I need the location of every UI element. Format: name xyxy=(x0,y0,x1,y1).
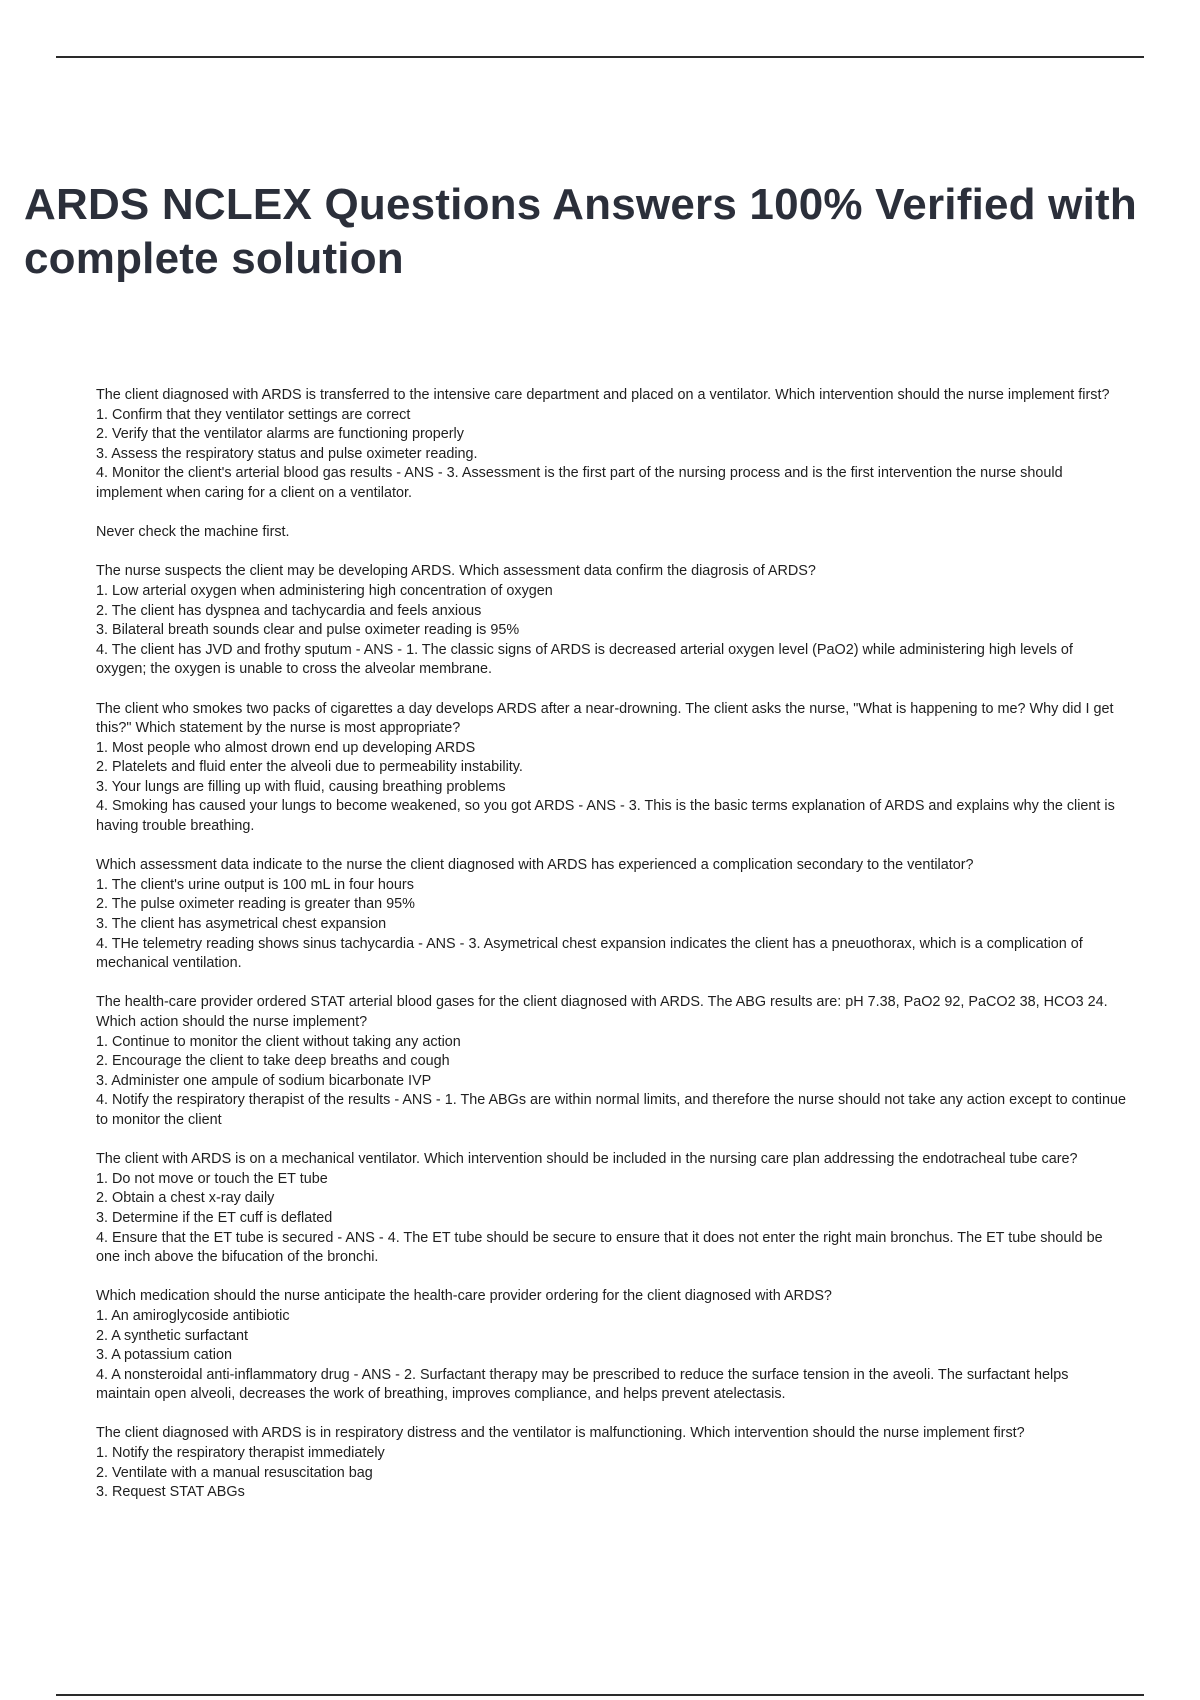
answer-option: 1. The client's urine output is 100 mL in four hours xyxy=(96,876,414,893)
answer-option: 3. Request STAT ABGs xyxy=(96,1484,245,1501)
answer-option: 1. An amiroglycoside antibiotic xyxy=(96,1307,290,1324)
answer-option: 3. A potassium cation xyxy=(96,1347,232,1364)
answer-option: 3. Your lungs are filling up with fluid, causing breathing problems xyxy=(96,778,506,795)
answer-option: 3. Assess the respiratory status and pulse oximeter reading. xyxy=(96,445,478,462)
answer-option: 1. Low arterial oxygen when administering high concentration of oxygen xyxy=(96,582,553,599)
answer-option: 2. Ventilate with a manual resuscitation bag xyxy=(96,1464,373,1481)
question-stem: The client with ARDS is on a mechanical ventilator. Which intervention should be included in the nursing care plan addressing the endotracheal tube care? xyxy=(96,1151,1078,1168)
question-stem: Which assessment data indicate to the nurse the client diagnosed with ARDS has experienced a complication secondary to the ventilator? xyxy=(96,857,974,874)
question-block xyxy=(96,1150,1126,1268)
answer-option: 3. Bilateral breath sounds clear and pulse oximeter reading is 95% xyxy=(96,622,520,639)
answer-option: 2. Verify that the ventilator alarms are functioning properly xyxy=(96,426,464,443)
question-stem: The health-care provider ordered STAT arterial blood gases for the client diagnosed with ARDS. The ABG results are: pH 7.38, PaO2 92, PaCO2 38, HCO3 24. Which action should the nurse implement? xyxy=(96,994,1108,1030)
answer-option-with-rationale: 4. Smoking has caused your lungs to become weakened, so you got ARDS - ANS - 3. This is the basic terms explanation of ARDS and explains why the client is having trouble breathing. xyxy=(96,798,1115,835)
answer-option: 1. Continue to monitor the client without taking any action xyxy=(96,1033,461,1050)
question-stem: The client who smokes two packs of cigarettes a day develops ARDS after a near-drowning. The client asks the nurse, "What is happening to me? Why did I get this?" Which statement by the nurse is most appropriate? xyxy=(96,700,1114,737)
answer-option-with-rationale: 4. Notify the respiratory therapist of the results - ANS - 1. The ABGs are within normal limits, and therefore the nurse should not take any action except to continue to monitor the client xyxy=(96,1092,1126,1128)
note-block xyxy=(96,523,1126,543)
answer-option-with-rationale: 4. Ensure that the ET tube is secured - ANS - 4. The ET tube should be secure to ensure that it does not enter the right main bronchus. The ET tube should be one inch above the bifucation of the bronchi. xyxy=(96,1229,1103,1266)
question-block xyxy=(96,1287,1126,1405)
question-block xyxy=(96,386,1126,504)
answer-option: 2. Encourage the client to take deep breaths and cough xyxy=(96,1053,450,1070)
answer-option-with-rationale: 4. A nonsteroidal anti-inflammatory drug - ANS - 2. Surfactant therapy may be prescribed to reduce the surface tension in the aveoli. The surfactant helps maintain open alveoli, decreases the work of breathing, improves compliance, and helps prevent atelectasis. xyxy=(96,1366,1069,1403)
question-block xyxy=(96,856,1126,974)
question-block xyxy=(96,993,1126,1130)
question-stem: The client diagnosed with ARDS is in respiratory distress and the ventilator is malfunctioning. Which intervention should the nurse implement first? xyxy=(96,1425,1025,1442)
answer-option: 1. Confirm that they ventilator settings are correct xyxy=(96,406,411,423)
question-block xyxy=(96,1424,1126,1502)
question-stem: The nurse suspects the client may be developing ARDS. Which assessment data confirm the diagrosis of ARDS? xyxy=(96,563,816,580)
answer-option: 2. The pulse oximeter reading is greater than 95% xyxy=(96,896,415,913)
answer-option-with-rationale: 4. THe telemetry reading shows sinus tachycardia - ANS - 3. Asymetrical chest expansion indicates the client has a pneuothorax, which is a complication of mechanical ventilation. xyxy=(96,935,1083,972)
answer-option: 2. Platelets and fluid enter the alveoli due to permeability instability. xyxy=(96,759,523,776)
answer-option: 2. Obtain a chest x-ray daily xyxy=(96,1190,275,1207)
answer-option-with-rationale: 4. The client has JVD and frothy sputum - ANS - 1. The classic signs of ARDS is decreased arterial oxygen level (PaO2) while administering high levels of oxygen; the oxygen is unable to cross the alveolar membrane. xyxy=(96,641,1073,678)
top-rule xyxy=(56,56,1144,58)
answer-option: 3. Administer one ampule of sodium bicarbonate IVP xyxy=(96,1072,432,1089)
document-title: ARDS NCLEX Questions Answers 100% Verified with complete solution xyxy=(24,180,1137,283)
question-block xyxy=(96,700,1126,837)
question-list xyxy=(96,386,1126,1522)
answer-option: 2. A synthetic surfactant xyxy=(96,1327,248,1344)
question-stem: The client diagnosed with ARDS is transferred to the intensive care department and placed on a ventilator. Which intervention should the nurse implement first? xyxy=(96,387,1110,403)
answer-option: 2. The client has dyspnea and tachycardia and feels anxious xyxy=(96,602,482,619)
answer-option: 3. Determine if the ET cuff is deflated xyxy=(96,1209,333,1226)
answer-option: 1. Notify the respiratory therapist immediately xyxy=(96,1445,385,1462)
answer-option-with-rationale: 4. Monitor the client's arterial blood gas results - ANS - 3. Assessment is the first part of the nursing process and is the first intervention the nurse should implement when caring for a client on a ventilator. xyxy=(96,465,1063,501)
answer-option: 3. The client has asymetrical chest expansion xyxy=(96,916,387,933)
answer-option: 1. Do not move or touch the ET tube xyxy=(96,1170,328,1187)
question-block xyxy=(96,562,1126,680)
answer-option: 1. Most people who almost drown end up developing ARDS xyxy=(96,739,476,756)
bottom-rule xyxy=(56,1694,1144,1696)
question-stem: Which medication should the nurse anticipate the health-care provider ordering for the client diagnosed with ARDS? xyxy=(96,1288,832,1305)
note-text: Never check the machine first. xyxy=(96,524,290,541)
